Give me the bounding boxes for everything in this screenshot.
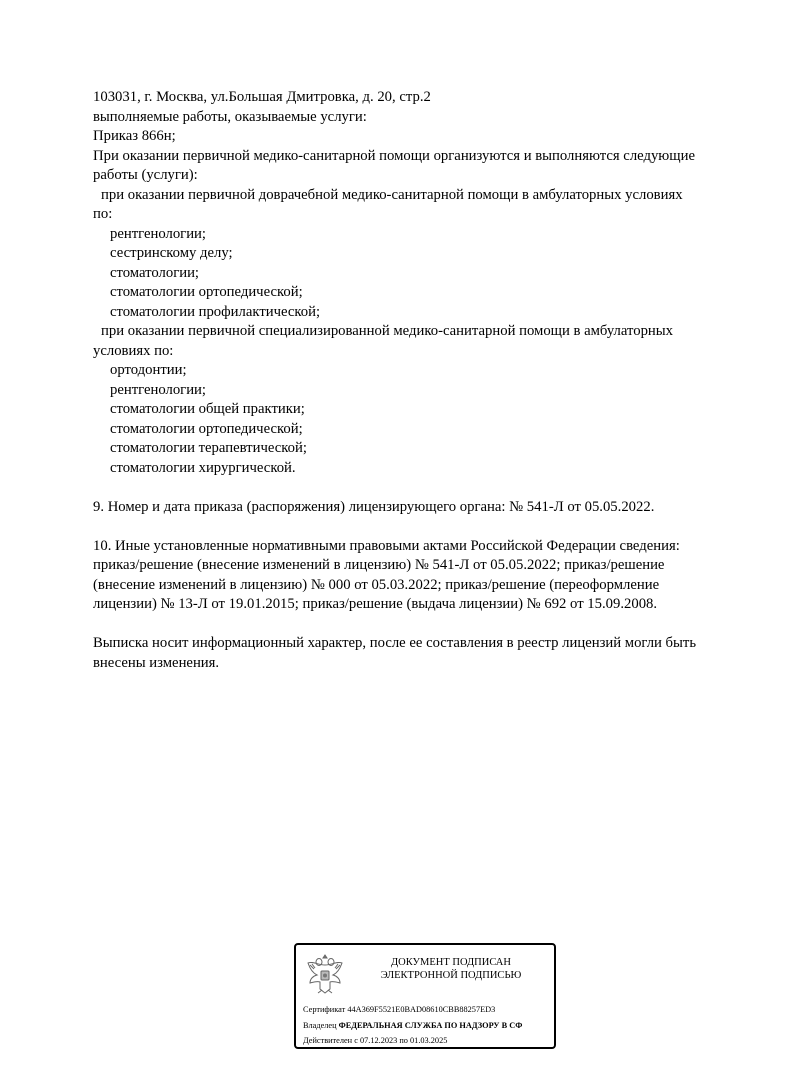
list-item: сестринскому делу; — [110, 245, 233, 261]
list-item: стоматологии общей практики; — [110, 401, 305, 417]
section1-title-line-2: по: — [93, 206, 113, 222]
order-line: Приказ 866н; — [93, 128, 176, 144]
coat-of-arms-icon — [304, 951, 346, 997]
list-item: ортодонтии; — [110, 362, 187, 378]
section1-title-line-1: при оказании первичной доврачебной медико-санитарной помощи в амбулаторных условиях — [101, 186, 683, 203]
primary-intro-line-1: При оказании первичной медико-санитарной помощи организуются и выполняются следующие — [93, 147, 695, 164]
stamp-title-line-2: ЭЛЕКТРОННОЙ ПОДПИСЬЮ — [380, 970, 522, 981]
note-line-1: Выписка носит информационный характер, после ее составления в реестр лицензий могли быть — [93, 635, 697, 651]
item-10-line-2: приказ/решение (внесение изменений в лицензию) № 541-Л от 05.05.2022; приказ/решение — [93, 557, 665, 573]
list-item: стоматологии терапевтической; — [110, 440, 307, 456]
item-9: 9. Номер и дата приказа (распоряжения) лицензирующего органа: № 541-Л от 05.05.2022. — [93, 498, 655, 515]
list-item: рентгенологии; — [110, 381, 206, 398]
item-10-line-3: (внесение изменений в лицензию) № 000 от 05.03.2022; приказ/решение (переоформление — [93, 576, 660, 593]
list-item: стоматологии ортопедической; — [110, 284, 303, 300]
certificate-label: Сертификат — [303, 1005, 346, 1014]
document-body — [93, 88, 773, 673]
section2-title-line-1: при оказании первичной специализированной медико-санитарной помощи в амбулаторных — [101, 323, 673, 339]
works-label: выполняемые работы, оказываемые услуги: — [93, 108, 367, 125]
address-line: 103031, г. Москва, ул.Большая Дмитровка, д. 20, стр.2 — [93, 89, 431, 105]
certificate-line — [303, 1005, 495, 1015]
paragraph-gap — [93, 615, 773, 635]
list-item: стоматологии хирургической. — [110, 459, 296, 476]
paragraph-gap — [93, 517, 773, 537]
primary-intro-line-2: работы (услуги): — [93, 167, 198, 183]
list-item: рентгенологии; — [110, 225, 206, 242]
paragraph-gap — [93, 478, 773, 498]
list-item: стоматологии профилактической; — [110, 303, 321, 320]
owner-value: ФЕДЕРАЛЬНАЯ СЛУЖБА ПО НАДЗОРУ В СФ — [338, 1021, 523, 1030]
item-10-line-4: лицензии) № 13-Л от 19.01.2015; приказ/решение (выдача лицензии) № 692 от 15.09.2008. — [93, 596, 658, 612]
stamp-title-line-1: ДОКУМЕНТ ПОДПИСАН — [391, 957, 511, 968]
certificate-value: 44A369F5521E0BAD08610CBB88257ED3 — [347, 1005, 496, 1014]
owner-label: Владелец — [303, 1021, 337, 1030]
stamp-header — [356, 956, 546, 982]
owner-line — [303, 1021, 522, 1031]
list-item: стоматологии ортопедической; — [110, 420, 303, 437]
validity-line: Действителен с 07.12.2023 по 01.03.2025 — [303, 1036, 448, 1045]
list-item: стоматологии; — [110, 264, 200, 281]
section2-title-line-2: условиях по: — [93, 342, 174, 359]
item-10-line-1: 10. Иные установленные нормативными правовыми актами Российской Федерации сведения: — [93, 537, 680, 554]
note-line-2: внесены изменения. — [93, 654, 220, 671]
signature-stamp — [294, 943, 556, 1049]
